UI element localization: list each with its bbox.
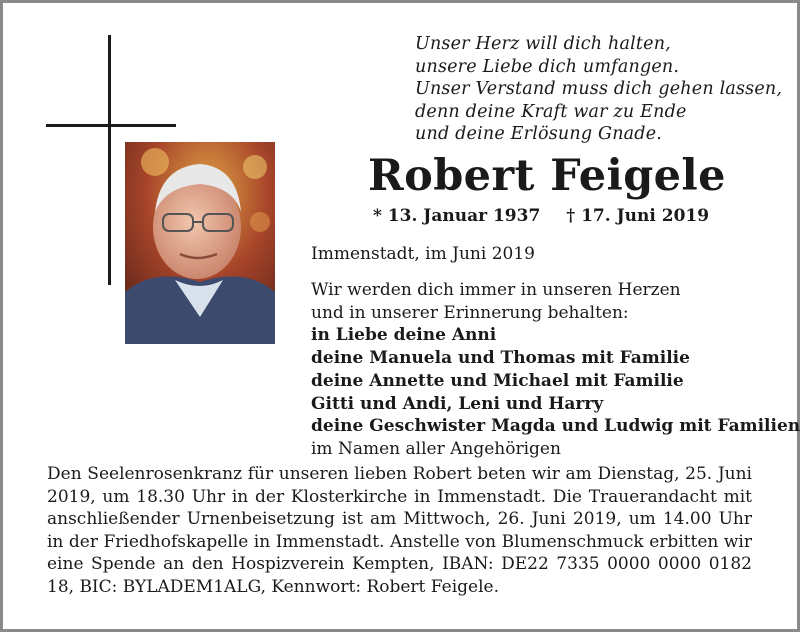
cross-horizontal-bar xyxy=(46,124,176,127)
poem-line: unsere Liebe dich umfangen. xyxy=(415,56,680,77)
poem-line: und deine Erlösung Gnade. xyxy=(415,124,663,144)
mourner-line: in Liebe deine Anni xyxy=(311,325,497,346)
deceased-name: Robert Feigele xyxy=(368,151,726,201)
poem-line: Unser Verstand muss dich gehen lassen, xyxy=(415,79,783,99)
mourner-line: deine Annette und Michael mit Familie xyxy=(311,370,684,391)
mourner-line: deine Geschwister Magda und Ludwig mit Familien xyxy=(311,416,800,437)
portrait-photo xyxy=(125,142,275,344)
place-date: Immenstadt, im Juni 2019 xyxy=(311,244,535,264)
birth-date: * 13. Januar 1937 xyxy=(373,206,541,226)
death-date: † 17. Juni 2019 xyxy=(566,206,710,226)
poem xyxy=(415,33,782,146)
life-dates xyxy=(373,206,709,226)
closing-line: im Namen aller Angehörigen xyxy=(311,438,561,459)
poem-line: Unser Herz will dich halten, xyxy=(415,34,671,54)
service-notice: Den Seelenrosenkranz für unseren lieben Robert beten wir am Dienstag, 25. Juni 2019, um 18.30 Uhr in der Klosterkirche in Immenstadt. Die Trauerandacht mit anschließender Urnenbeisetzung ist am Mittwoch, 26. Juni 2019, um 14.00 Uhr in der Friedhofskapelle in Immenstadt. Anstelle von Blumenschmuck erbitten wir eine Spende an den Hospizverein Kempten, IBAN: DE22 7335 0000 0000 0182 18, BIC: BYLADEM1ALG, Kennwort: Robert Feigele. xyxy=(47,464,752,597)
intro-line: und in unserer Erinnerung behalten: xyxy=(311,302,629,323)
mourners-block xyxy=(311,279,800,461)
intro-line: Wir werden dich immer in unseren Herzen xyxy=(311,280,681,300)
mourner-line: deine Manuela und Thomas mit Familie xyxy=(311,348,690,369)
poem-line: denn deine Kraft war zu Ende xyxy=(415,101,687,122)
cross-vertical-bar xyxy=(108,35,111,285)
mourner-line: Gitti und Andi, Leni und Harry xyxy=(311,393,604,414)
